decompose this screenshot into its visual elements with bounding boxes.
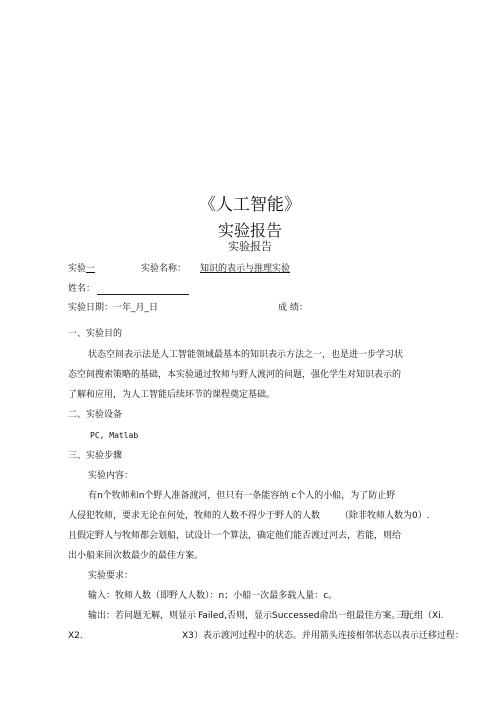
date-label: 实验日期： [68,303,114,313]
report-subtitle: 实验报告 [228,240,272,253]
requirements-label: 实验要求： [88,571,134,581]
output-spec: 输出：若问题无解，则显示 [88,611,197,621]
section-heading-purpose: 一、实验目的 [68,329,123,339]
grade-label: 成 绩： [278,303,308,313]
experiment-date [68,302,158,314]
content-paragraph-line: （除非牧师人数为0）. [340,511,430,521]
experiment-label: 实验 [68,264,87,274]
content-paragraph-line: 人侵犯牧师，要求无论在何处，牧师的人数不得少于野人的人数 [68,511,321,521]
experiment-name-value: 知识的表示与推理实验 [200,264,291,274]
section-heading-equipment: 二、实验设备 [68,410,123,420]
output-spec: 三元组（Xi. [396,611,444,621]
purpose-paragraph-line: 了解和应用，为人工智能后续环节的课程奠定基础。 [68,390,276,400]
state-description: X2. [68,631,83,641]
content-paragraph-line: 出小船来回次数最少的最佳方案。 [68,551,204,561]
experiment-number-value: 一 [86,264,96,274]
purpose-paragraph-line: 态空间搜索策略的基础，本实验通过牧师与野人渡河的问题，强化学生对知识表示的 [68,370,402,380]
report-title: 实验报告 [217,221,282,240]
output-spec: Failed,否则，显示Successed俞出一组最佳方案。用 [198,611,410,621]
equipment-list: PC, Matlab [90,431,139,440]
date-value: 一年_月_日 [113,303,159,313]
state-description: X3）表示渡河过程中的状态。并用箭头连接相邻状态以表示迁移过程： [182,631,464,641]
experiment-number [68,263,95,275]
document-title: 《人工智能》 [199,195,301,215]
student-name-label: 姓名： [68,284,96,294]
input-spec: 输入：牧师人数（即野人人数）：n；小船一次最多载人量：c。 [88,591,338,601]
purpose-paragraph-line: 状态空间表示法是人工智能领域最基本的知识表示方法之一，也是进一步学习状 [88,350,404,360]
content-paragraph-line: 有n个牧师和n个野人准备渡河，但只有一条能容纳 c个人的小船，为了防止野 [88,491,396,501]
student-name-blank [97,284,189,295]
experiment-name-label: 实验名称： [141,264,187,274]
content-label: 实验内容： [88,471,134,481]
content-paragraph-line: 且假定野人与牧师都会划船，试设计一个算法，确定他们能否渡过河去，若能，则给 [68,531,402,541]
student-name-field [68,283,189,295]
section-heading-steps: 三、实验步骤 [68,451,123,461]
